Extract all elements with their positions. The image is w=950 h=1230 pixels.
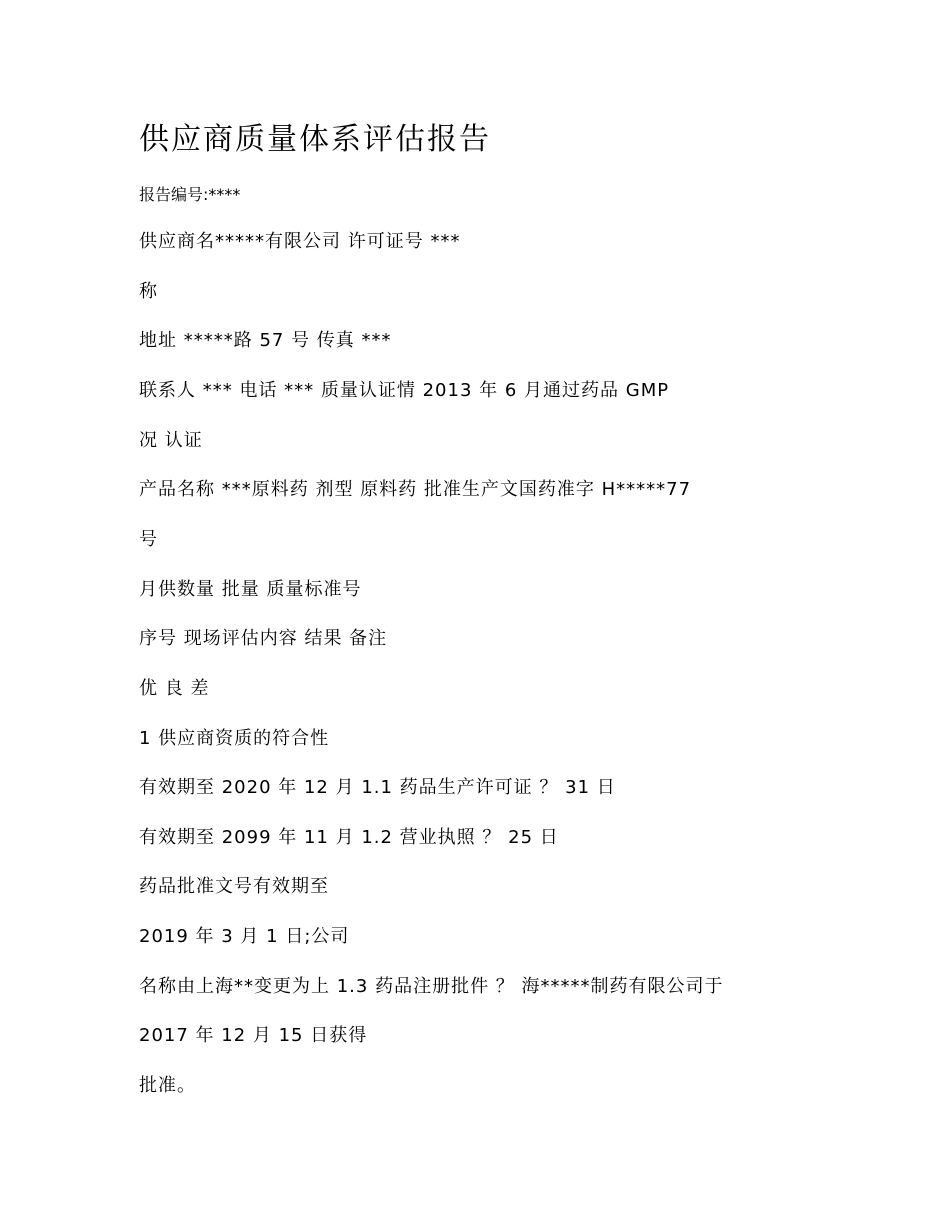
- text-line-approval-obtained: 2017 年 12 月 15 日获得: [139, 1025, 368, 1046]
- text-line-approval-date: 2019 年 3 月 1 日;公司: [139, 926, 350, 947]
- text-line-certification: 况 认证: [139, 430, 203, 451]
- text-line-approved: 批准。: [139, 1075, 196, 1096]
- text-line-table-header: 序号 现场评估内容 结果 备注: [139, 628, 388, 649]
- text-line-approval-suffix: 号: [139, 529, 158, 550]
- text-line-section-1: 1 供应商资质的符合性: [139, 728, 330, 749]
- text-line-item-1-3: 名称由上海**变更为上 1.3 药品注册批件 ？ 海*****制药有限公司于: [139, 976, 724, 997]
- text-line-item-1-2: 有效期至 2099 年 11 月 1.2 营业执照 ？ 25 日: [139, 827, 559, 848]
- text-line-approval-validity: 药品批准文号有效期至: [139, 876, 329, 897]
- report-number: 报告编号:****: [139, 185, 241, 204]
- text-line-contact: 联系人 *** 电话 *** 质量认证情 2013 年 6 月通过药品 GMP: [139, 380, 670, 401]
- text-line-name-suffix: 称: [139, 281, 158, 302]
- text-line-supplier-name: 供应商名*****有限公司 许可证号 ***: [139, 231, 461, 252]
- text-line-ratings: 优 良 差: [139, 678, 210, 699]
- text-line-address: 地址 *****路 57 号 传真 ***: [139, 330, 392, 351]
- text-line-product: 产品名称 ***原料药 剂型 原料药 批准生产文国药准字 H*****77: [139, 479, 692, 500]
- text-line-monthly-supply: 月供数量 批量 质量标准号: [139, 579, 362, 600]
- text-line-item-1-1: 有效期至 2020 年 12 月 1.1 药品生产许可证 ？ 31 日: [139, 777, 616, 798]
- document-title: 供应商质量体系评估报告: [139, 122, 491, 157]
